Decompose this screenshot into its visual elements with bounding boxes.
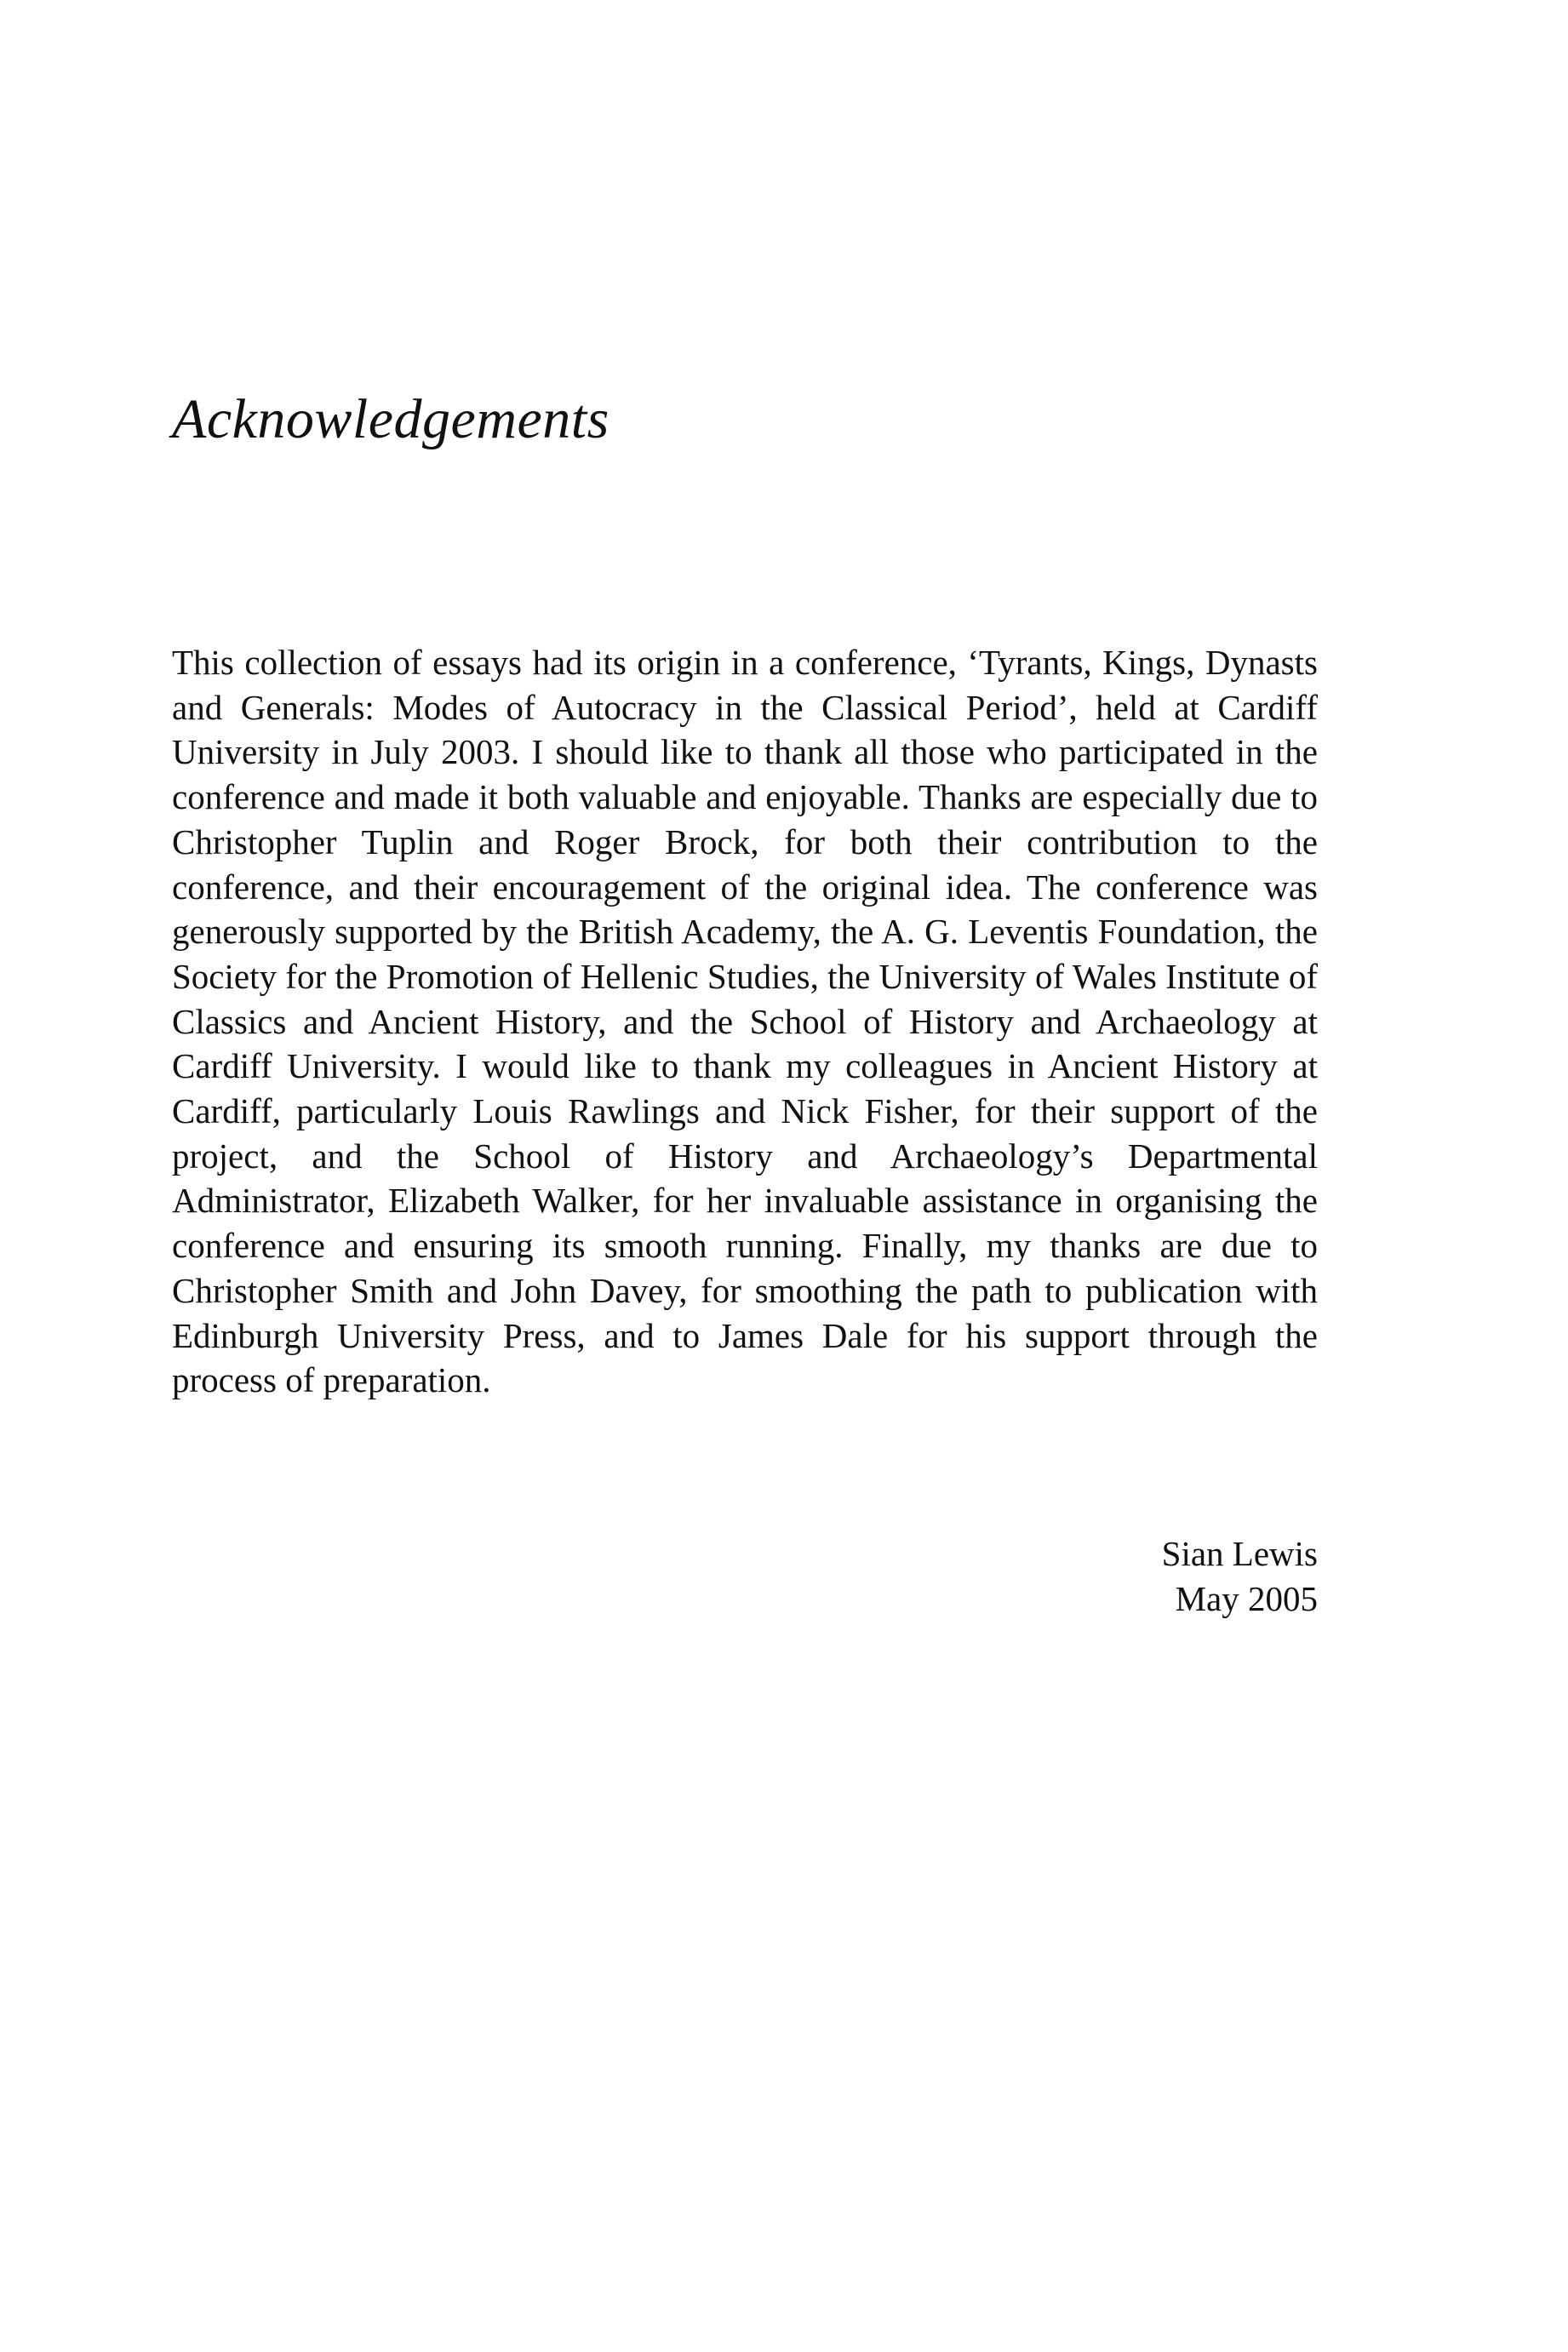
page-title: Acknowledgements	[172, 388, 609, 450]
signature-block	[1162, 1531, 1318, 1621]
signature-date: May 2005	[1175, 1578, 1318, 1618]
author-name: Sian Lewis	[1161, 1534, 1318, 1573]
acknowledgements-paragraph: This collection of essays had its origin in a conference, ‘Tyrants, Kings, Dynasts and Generals: Modes of Autocracy in the Classical Period’, held at Cardiff University in July 2003. I should like to thank all those who participated in the conference and made it both valuable and enjoyable. Thanks are especially due to Christopher Tuplin and Roger Brock, for both their contribution to the conference, and their encouragement of the original idea. The conference was generously supported by the British Academy, the A. G. Leventis Foundation, the Society for the Promotion of Hellenic Studies, the University of Wales Institute of Classics and Ancient History, and the School of History and Archaeology at Cardiff University. I would like to thank my colleagues in Ancient History at Cardiff, particularly Louis Rawlings and Nick Fisher, for their support of the project, and the School of History and Archaeology’s Departmental Administrator, Elizabeth Walker, for her invaluable assistance in organising the conference and ensuring its smooth running. Finally, my thanks are due to Christopher Smith and John Davey, for smoothing the path to publication with Edinburgh University Press, and to James Dale for his support through the process of preparation.	[172, 643, 1318, 1400]
